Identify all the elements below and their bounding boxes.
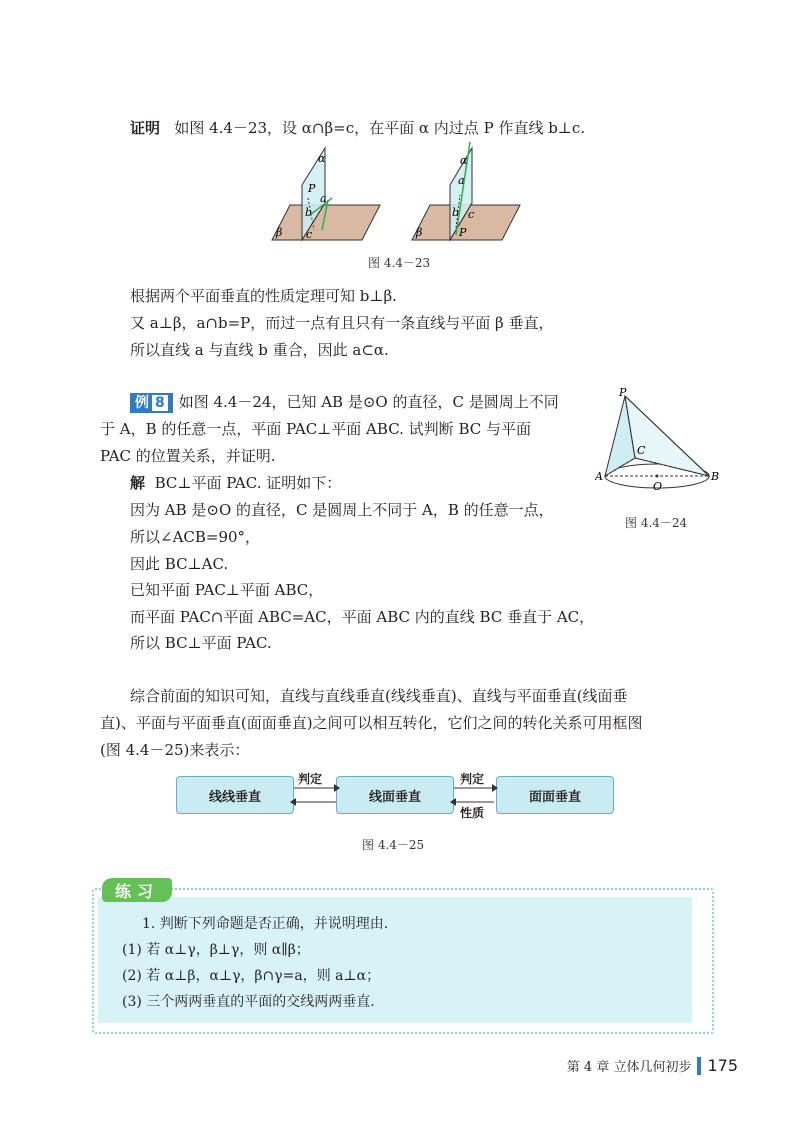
- box-line-line-perpendicular: 线线垂直: [176, 776, 294, 814]
- example8-line-3: PAC 的位置关系，并证明.: [100, 447, 276, 465]
- chapter-label: 第 4 章 立体几何初步: [566, 1060, 692, 1075]
- label-c-right: c: [468, 208, 475, 221]
- label-alpha-right: α: [460, 154, 468, 167]
- solution-line-5: 已知平面 PAC⊥平面 ABC，: [130, 581, 324, 599]
- label-P: P: [619, 388, 627, 399]
- solution-line-7: 所以 BC⊥平面 PAC.: [130, 634, 272, 652]
- practice-tag: 练习: [102, 878, 172, 902]
- solution-label: 解: [130, 474, 146, 492]
- practice-item-1: (1) 若 α⊥γ，β⊥γ，则 α∥β；: [122, 942, 310, 958]
- example-badge: [130, 393, 173, 413]
- para1-line-3: 所以直线 a 与直线 b 重合，因此 a⊂α.: [130, 341, 389, 359]
- figure-4-4-23: [250, 140, 560, 245]
- label-O: O: [653, 480, 663, 493]
- label-beta-left: β: [276, 226, 283, 239]
- box-line-plane-perpendicular: 线面垂直: [336, 776, 454, 814]
- practice-item-2: (2) 若 α⊥β，α⊥γ，β∩γ=a，则 a⊥α；: [122, 968, 381, 984]
- figure-4-4-23-caption: 图 4.4－23: [368, 256, 431, 270]
- proof-text: 如图 4.4－23，设 α∩β=c，在平面 α 内过点 P 作直线 b⊥c.: [174, 119, 586, 137]
- arrow-label-property: 性质: [460, 806, 485, 820]
- arrow-label-judge-2: 判定: [460, 772, 485, 786]
- page-footer: [567, 1056, 738, 1075]
- arrow-2-1-head: [290, 798, 296, 806]
- arrow-2-3-head: [492, 784, 498, 792]
- label-b-left: b: [305, 206, 313, 219]
- label-C: C: [637, 444, 646, 457]
- solution-line-3: 所以∠ACB=90°，: [130, 528, 261, 546]
- example8-line-1: [130, 392, 559, 413]
- practice-question-1: 1. 判断下列命题是否正确，并说明理由.: [142, 916, 389, 932]
- label-a-right: a: [458, 174, 465, 187]
- solution-text-1: BC⊥平面 PAC. 证明如下：: [154, 474, 342, 492]
- arrow-3-2-head: [450, 798, 456, 806]
- label-P-left: P: [308, 182, 316, 195]
- center-O: [656, 475, 659, 478]
- solution-line-6: 而平面 PAC∩平面 ABC=AC，平面 ABC 内的直线 BC 垂直于 AC，: [130, 608, 595, 626]
- label-P-right: P: [459, 226, 467, 239]
- label-B: B: [711, 470, 720, 483]
- para1-line-2: 又 a⊥β，a∩b=P，而过一点有且只有一条直线与平面 β 垂直，: [130, 314, 554, 332]
- summary-line-2: 直)、平面与平面垂直(面面垂直)之间可以相互转化，它们之间的转化关系可用框图: [100, 714, 643, 732]
- page-number: 175: [707, 1056, 738, 1075]
- solution-line-2: 因为 AB 是⊙O 的直径，C 是圆周上不同于 A，B 的任意一点，: [130, 501, 554, 519]
- label-b-right: b: [452, 206, 460, 219]
- arrow-1-2-head: [334, 784, 340, 792]
- label-beta-right: β: [416, 226, 423, 239]
- label-alpha-left: α: [318, 152, 326, 165]
- label-A: A: [595, 470, 603, 483]
- example-badge-number: 8: [152, 395, 168, 411]
- para1-line-1: 根据两个平面垂直的性质定理可知 b⊥β.: [130, 287, 397, 305]
- proof-label: 证明: [130, 119, 161, 137]
- box-plane-plane-perpendicular: 面面垂直: [496, 776, 614, 814]
- figure-4-4-24-caption: 图 4.4－24: [625, 516, 688, 530]
- arrow-label-judge-1: 判定: [298, 772, 323, 786]
- figure-4-4-25-caption: 图 4.4－25: [362, 838, 425, 852]
- example-badge-label: 例: [135, 395, 149, 411]
- label-a-left: a: [320, 192, 327, 205]
- example8-line-2: 于 A，B 的任意一点，平面 PAC⊥平面 ABC. 试判断 BC 与平面: [100, 420, 531, 438]
- example8-text-1: 如图 4.4－24，已知 AB 是⊙O 的直径，C 是圆周上不同: [178, 393, 559, 411]
- summary-line-1: 综合前面的知识可知，直线与直线垂直(线线垂直)、直线与平面垂直(线面垂: [130, 687, 628, 705]
- footer-divider: [697, 1057, 701, 1075]
- summary-line-3: (图 4.4－25)来表示：: [100, 741, 250, 759]
- figure-4-4-24: [595, 388, 725, 498]
- solution-line-1: [130, 473, 341, 493]
- proof-line: [130, 118, 585, 138]
- practice-item-3: (3) 三个两两垂直的平面的交线两两垂直.: [122, 994, 375, 1010]
- solution-line-4: 因此 BC⊥AC.: [130, 555, 229, 573]
- label-c-left: c: [306, 228, 313, 241]
